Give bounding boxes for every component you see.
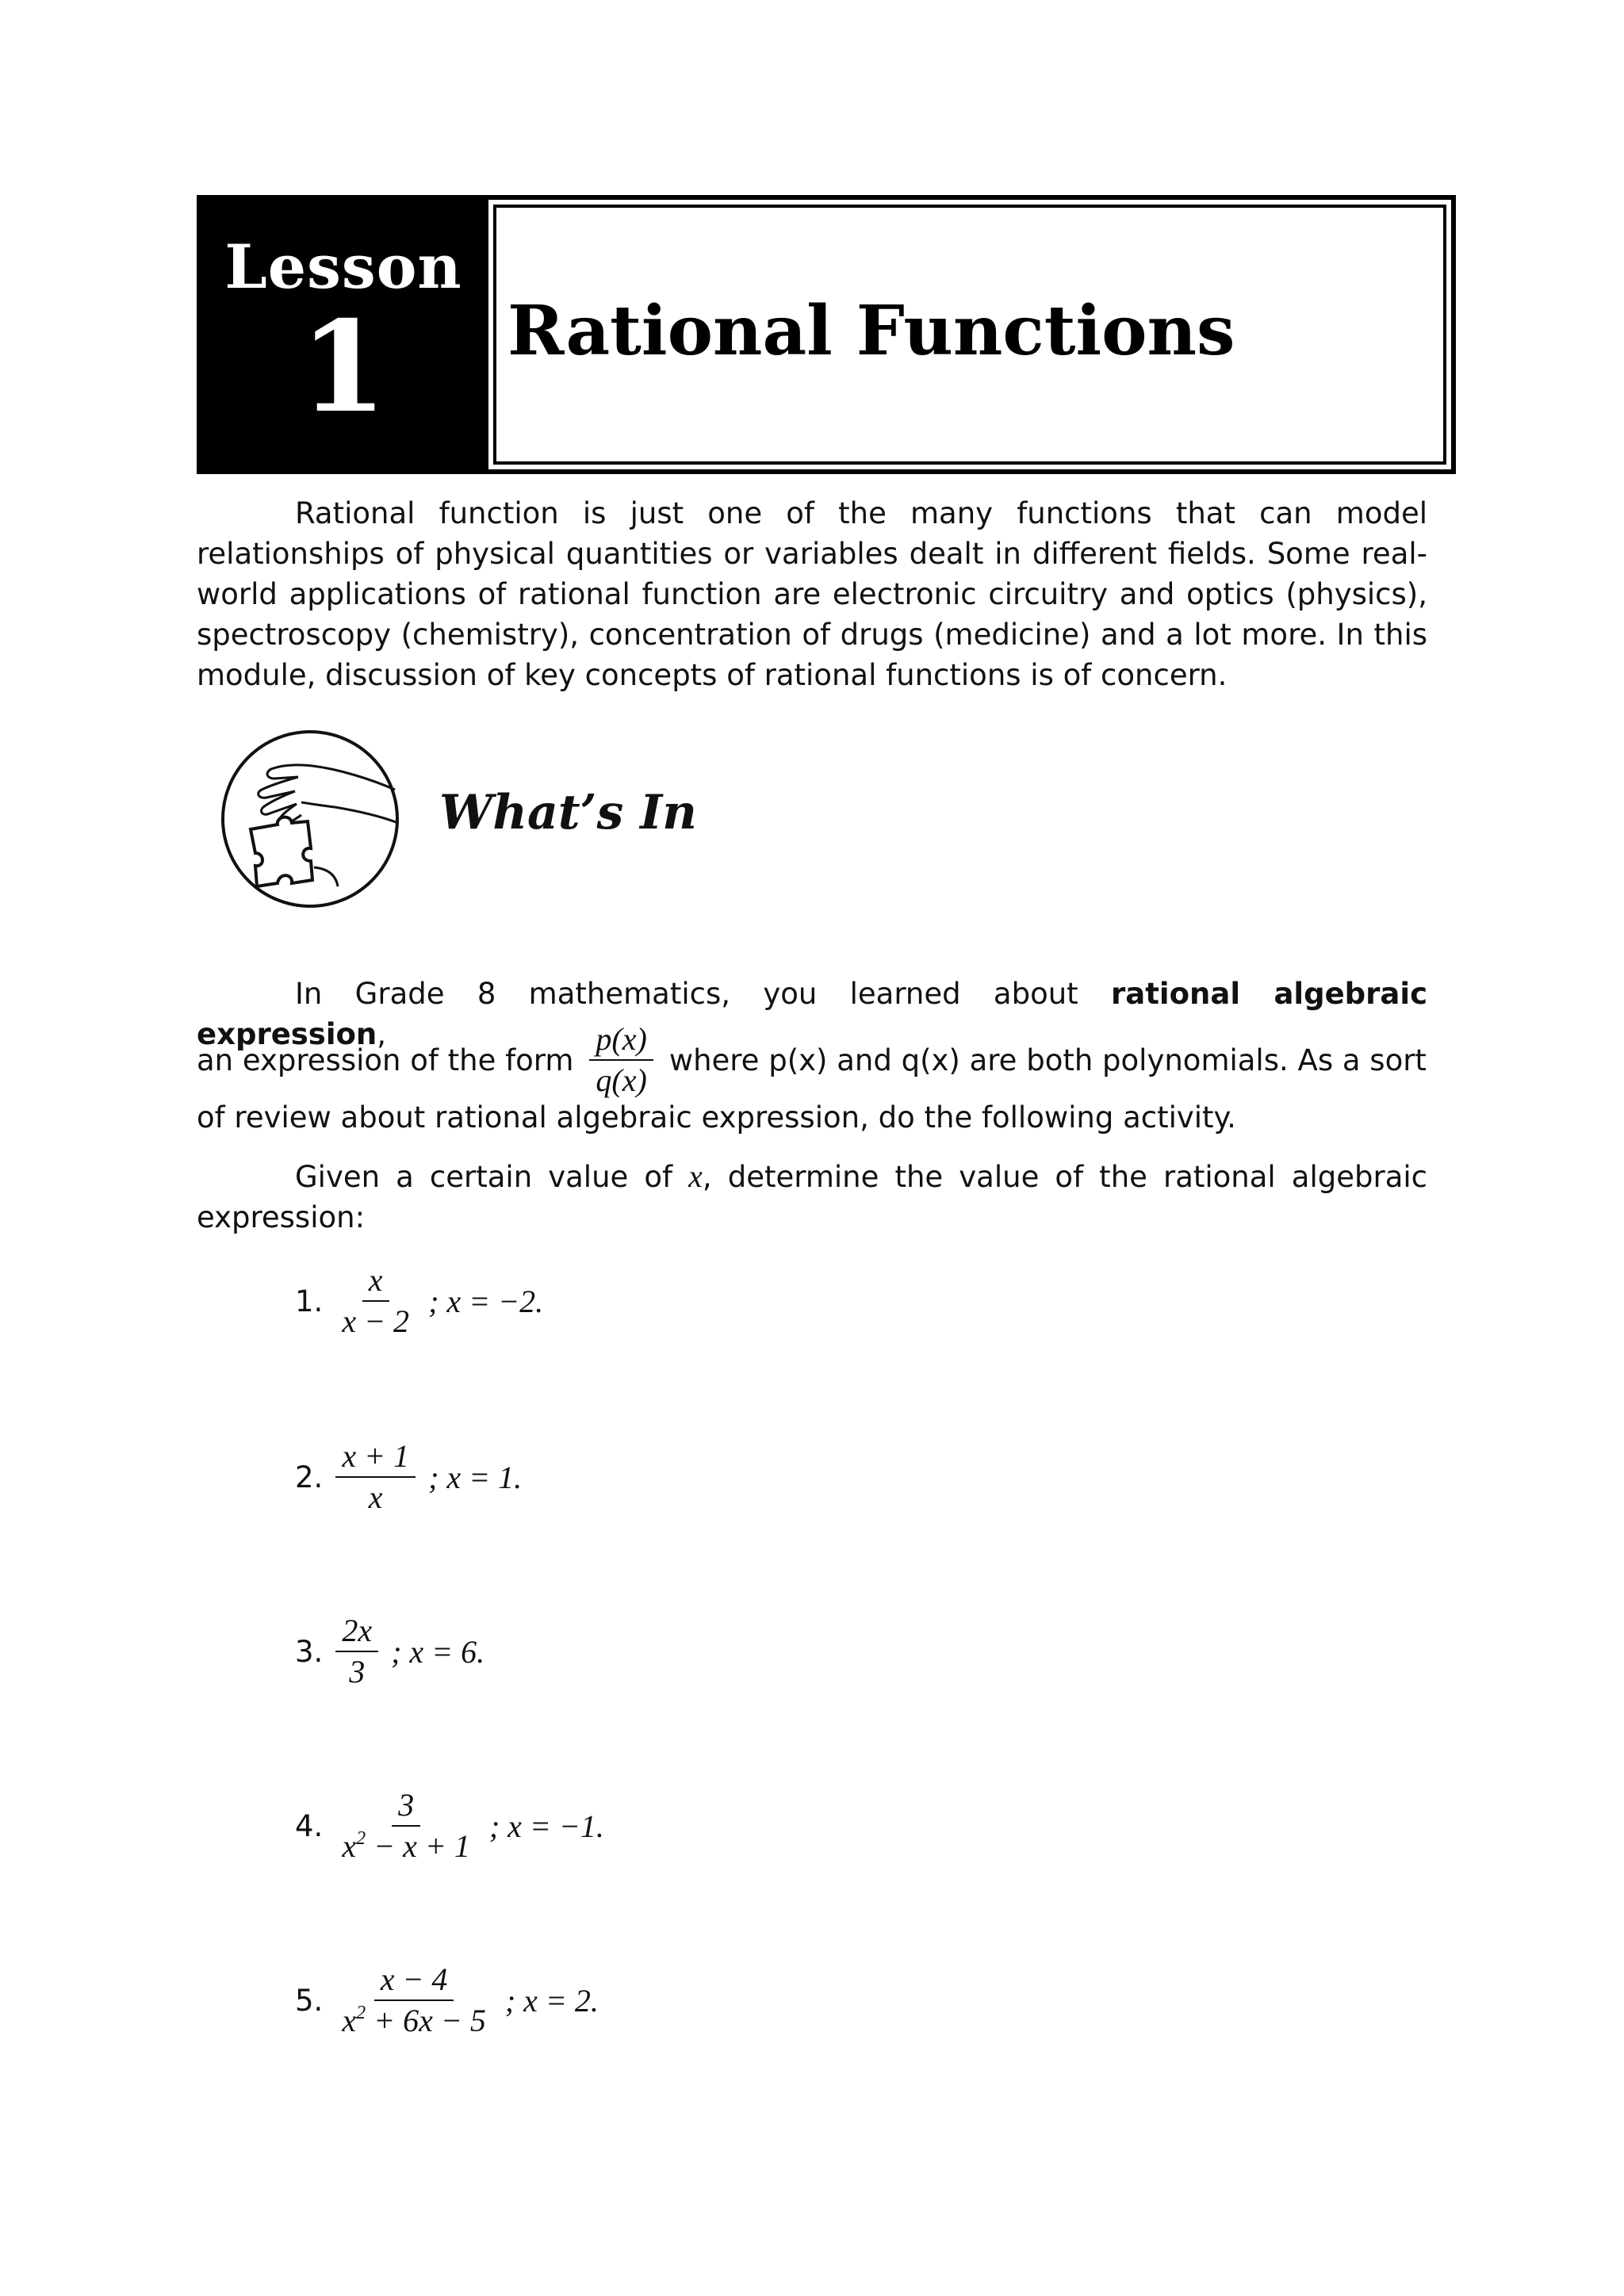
lesson-title: Rational Functions bbox=[508, 290, 1235, 371]
fraction-denominator bbox=[335, 1827, 477, 1863]
denominator-exponent: 2 bbox=[356, 1828, 366, 1849]
fraction-numerator: 2x bbox=[335, 1614, 378, 1652]
whats-in-heading: What’s In bbox=[439, 785, 697, 840]
exercise-condition: ; x = −1. bbox=[488, 1808, 604, 1844]
intro-paragraph: Rational function is just one of the many functions that can model relationships of physical quantities or variables dealt in different fields. Some real-world applications of rational function are electronic circuitry and optics (physics), spectroscopy (chemistry), concentration of drugs (medicine) and a lot more. In this module, discussion of key concepts of rational functions is of concern. bbox=[197, 496, 1427, 692]
instruction-text-end: , determine the value of the rational algebraic expression: bbox=[197, 1160, 1427, 1234]
exercise-condition: ; x = 1. bbox=[428, 1459, 523, 1495]
review-text: In Grade 8 mathematics, you learned about bbox=[295, 977, 1112, 1011]
exercise-fraction bbox=[335, 1614, 378, 1689]
review-comma: , bbox=[377, 1017, 387, 1051]
fraction-numerator: x + 1 bbox=[335, 1440, 416, 1478]
lesson-title-box bbox=[493, 205, 1446, 465]
fraction-denominator: x bbox=[368, 1479, 383, 1515]
exercise-number: 2. bbox=[295, 1460, 324, 1494]
exercise-number: 4. bbox=[295, 1808, 324, 1843]
exercise-5 bbox=[295, 1963, 599, 2038]
fraction-denominator: q(x) bbox=[596, 1062, 647, 1098]
instruction-variable: x bbox=[688, 1158, 703, 1194]
denominator-rest: + 6x − 5 bbox=[366, 2003, 486, 2038]
denominator-rest: − x + 1 bbox=[366, 1828, 470, 1864]
denominator-exponent: 2 bbox=[356, 2003, 366, 2023]
form-prefix: an expression of the form bbox=[197, 1043, 574, 1077]
denominator-base: x bbox=[342, 2003, 357, 2038]
instruction-paragraph bbox=[197, 1156, 1427, 1238]
fraction-numerator: p(x) bbox=[589, 1023, 653, 1061]
lesson-header bbox=[197, 195, 1456, 474]
lesson-number: 1 bbox=[300, 294, 387, 441]
exercise-fraction bbox=[335, 1440, 416, 1514]
exercise-condition: ; x = −2. bbox=[428, 1283, 544, 1319]
exercise-number: 1. bbox=[295, 1284, 324, 1318]
review-line-2 bbox=[197, 1023, 1427, 1097]
exercise-condition: ; x = 6. bbox=[391, 1633, 485, 1670]
fraction-denominator: 3 bbox=[349, 1654, 366, 1689]
general-form-fraction bbox=[589, 1023, 653, 1097]
lesson-label: Lesson bbox=[224, 232, 462, 302]
review-line-3: of review about rational algebraic expression, do the following activity. bbox=[197, 1100, 1236, 1135]
exercise-fraction bbox=[335, 1789, 477, 1863]
instruction-text: Given a certain value of bbox=[295, 1160, 689, 1194]
exercise-4 bbox=[295, 1789, 604, 1863]
fraction-numerator: x bbox=[362, 1264, 389, 1302]
rational-expression-term: rational algebraic expression bbox=[197, 977, 1427, 1051]
fraction-numerator: x − 4 bbox=[374, 1963, 454, 2001]
fraction-numerator: 3 bbox=[392, 1789, 420, 1827]
exercise-number: 3. bbox=[295, 1634, 324, 1669]
fraction-denominator bbox=[335, 2001, 492, 2038]
exercise-fraction bbox=[335, 1264, 416, 1338]
exercise-fraction bbox=[335, 1963, 492, 2038]
hand-puzzle-icon bbox=[219, 728, 401, 910]
exercise-1 bbox=[295, 1264, 543, 1338]
denominator-base: x bbox=[342, 1828, 357, 1864]
exercise-2 bbox=[295, 1440, 522, 1514]
exercise-condition: ; x = 2. bbox=[504, 1982, 599, 2019]
exercise-3 bbox=[295, 1614, 485, 1689]
lesson-number-box bbox=[201, 200, 488, 469]
fraction-denominator: x − 2 bbox=[342, 1303, 410, 1339]
exercise-number: 5. bbox=[295, 1983, 324, 2018]
form-suffix: where p(x) and q(x) are both polynomials. As a sort bbox=[668, 1043, 1427, 1077]
